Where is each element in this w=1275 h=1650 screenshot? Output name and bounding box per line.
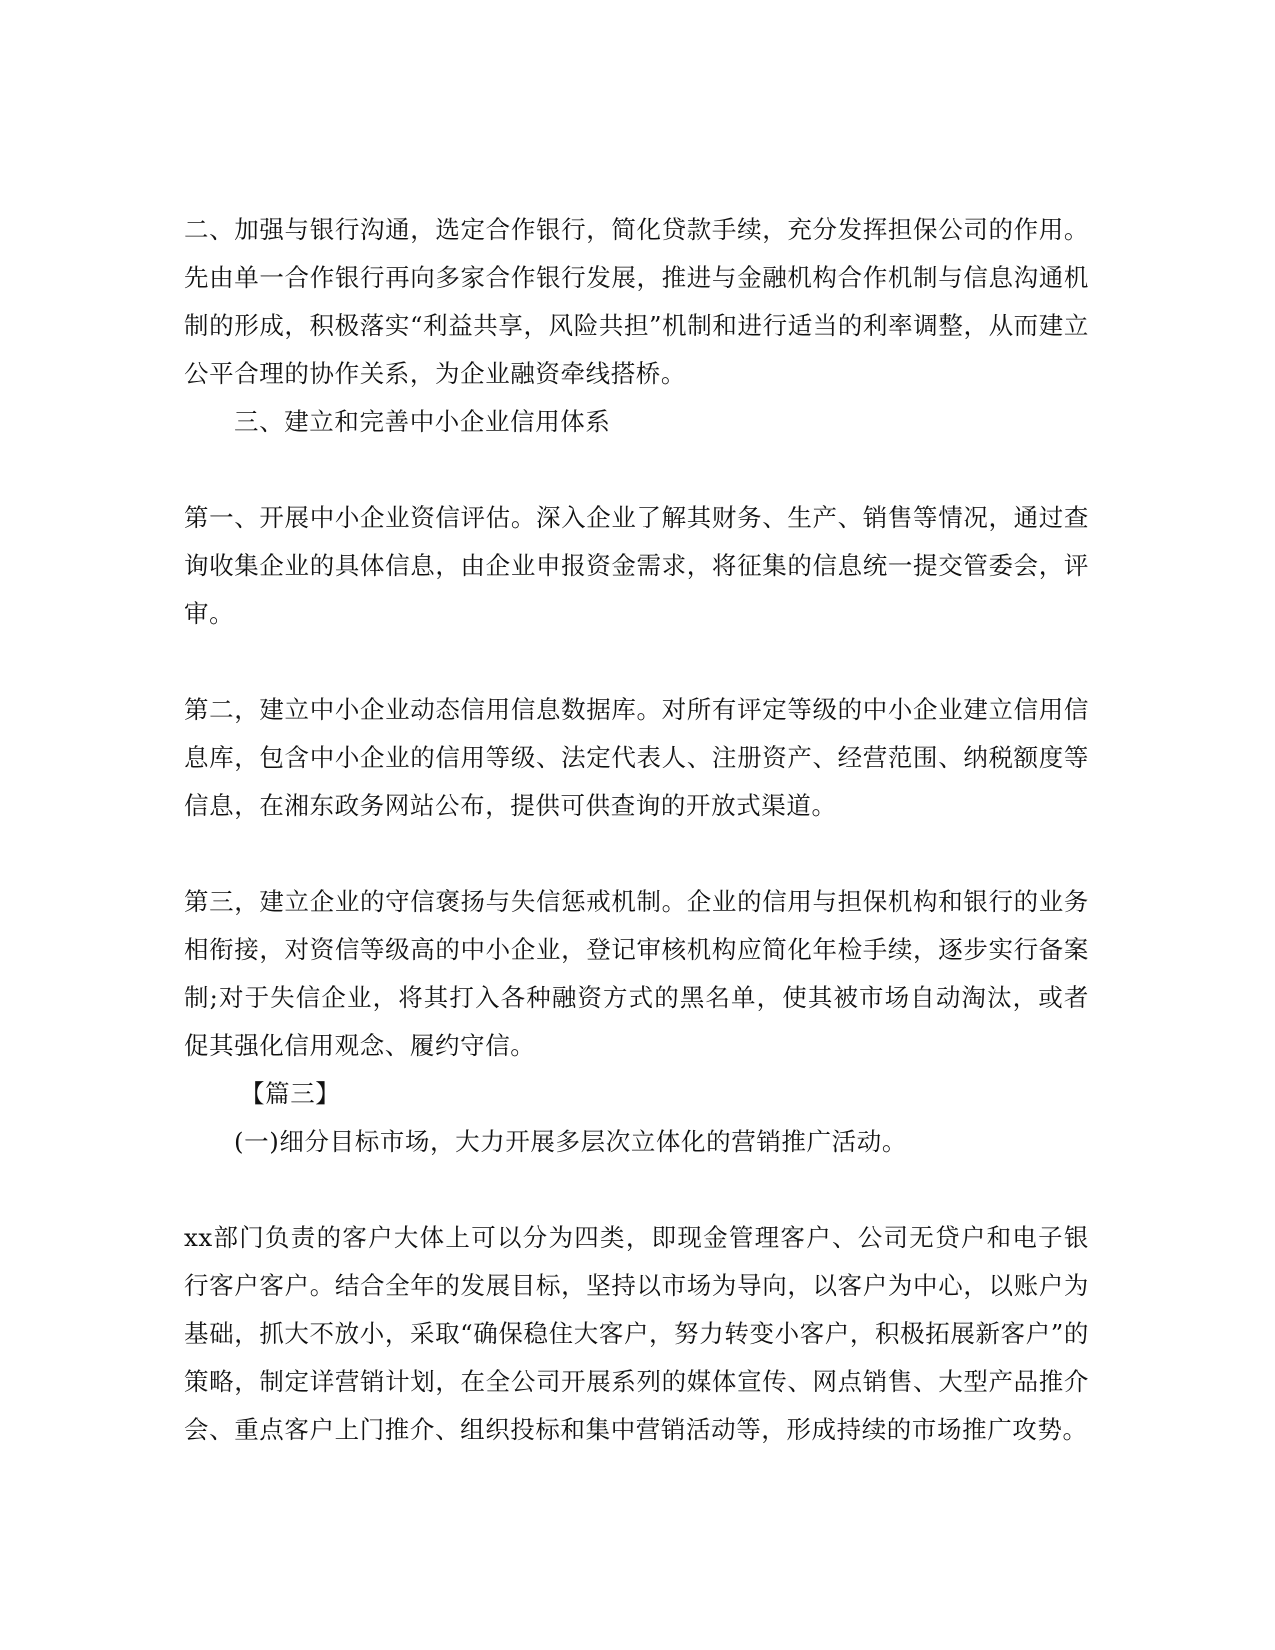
section-heading-credit-system: 三、建立和完善中小企业信用体系 [234, 407, 611, 436]
paragraph-credit-database: 第二，建立中小企业动态信用信息数据库。对所有评定等级的中小企业建立信用信息库，包含中小企业的信用等级、法定代表人、注册资产、经营范围、纳税额度等信息，在湘东政务网站公布，提供可供查询的开放式渠道。 [184, 695, 1089, 820]
paragraph-bank-cooperation: 二、加强与银行沟通，选定合作银行，简化贷款手续，充分发挥担保公司的作用。先由单一合作银行再向多家合作银行发展，推进与金融机构合作机制与信息沟通机制的形成，积极落实“利益共享，风险共担”机制和进行适当的利率调整，从而建立公平合理的协作关系，为企业融资牵线搭桥。 [184, 215, 1089, 388]
part-heading-three: 【篇三】 [240, 1079, 341, 1108]
paragraph-credit-reward-punishment: 第三，建立企业的守信褒扬与失信惩戒机制。企业的信用与担保机构和银行的业务相衔接，对资信等级高的中小企业，登记审核机构应简化年检手续，逐步实行备案制;对于失信企业，将其打入各种融资方式的黑名单，使其被市场自动淘汰，或者促其强化信用观念、履约守信。 [184, 887, 1089, 1060]
paragraph-customer-marketing: xx部门负责的客户大体上可以分为四类，即现金管理客户、公司无贷户和电子银行客户客户。结合全年的发展目标，坚持以市场为导向，以客户为中心，以账户为基础，抓大不放小，采取“确保稳住大客户，努力转变小客户，积极拓展新客户”的策略，制定详营销计划，在全公司开展系列的媒体宣传、网点销售、大型产品推介会、重点客户上门推介、组织投标和集中营销活动等，形成持续的市场推广攻势。 [184, 1223, 1089, 1444]
paragraph-credit-assessment: 第一、开展中小企业资信评估。深入企业了解其财务、生产、销售等情况，通过查询收集企业的具体信息，由企业申报资金需求，将征集的信息统一提交管委会，评审。 [184, 503, 1089, 628]
sub-heading-target-market: (一)细分目标市场，大力开展多层次立体化的营销推广活动。 [234, 1127, 907, 1156]
